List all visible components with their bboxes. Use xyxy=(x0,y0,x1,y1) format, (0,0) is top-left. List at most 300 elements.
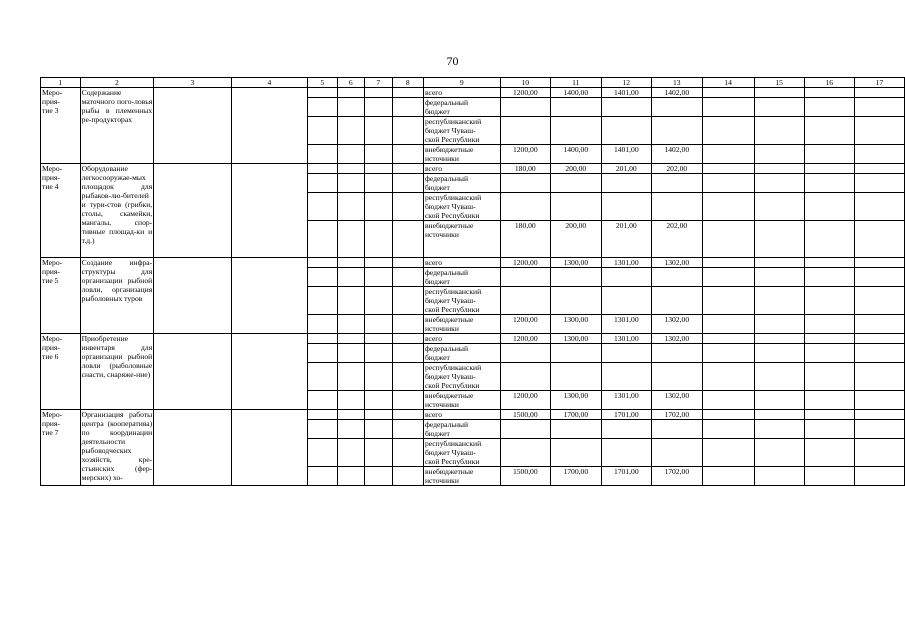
empty-cell xyxy=(308,315,337,334)
empty-cell xyxy=(754,88,804,98)
empty-cell xyxy=(702,193,754,221)
empty-cell xyxy=(804,98,854,117)
table-header xyxy=(41,78,905,88)
empty-cell xyxy=(854,287,904,315)
empty-cell xyxy=(702,221,754,258)
empty-cell xyxy=(754,363,804,391)
empty-cell xyxy=(365,439,393,467)
empty-cell xyxy=(365,344,393,363)
empty-cell xyxy=(702,98,754,117)
amount-cell: 1301,00 xyxy=(601,391,652,410)
empty-cell xyxy=(854,315,904,334)
empty-cell xyxy=(308,164,337,174)
amount-cell xyxy=(551,117,602,145)
empty-cell xyxy=(337,145,365,164)
empty-cell xyxy=(337,410,365,420)
amount-cell: 1500,00 xyxy=(500,410,551,420)
empty-cell xyxy=(804,439,854,467)
header-cell: 14 xyxy=(702,78,754,88)
empty-cell xyxy=(231,410,307,486)
empty-cell xyxy=(702,363,754,391)
amount-cell xyxy=(500,420,551,439)
empty-cell xyxy=(754,467,804,486)
table-row xyxy=(41,334,905,344)
empty-cell xyxy=(754,287,804,315)
empty-cell xyxy=(804,221,854,258)
amount-cell xyxy=(551,98,602,117)
empty-cell xyxy=(337,221,365,258)
empty-cell xyxy=(308,420,337,439)
empty-cell xyxy=(392,439,423,467)
empty-cell xyxy=(702,467,754,486)
empty-cell xyxy=(854,391,904,410)
budget-table xyxy=(40,77,905,486)
empty-cell xyxy=(854,467,904,486)
amount-cell: 1401,00 xyxy=(601,145,652,164)
empty-cell xyxy=(702,268,754,287)
empty-cell xyxy=(854,344,904,363)
amount-cell xyxy=(652,193,703,221)
empty-cell xyxy=(804,164,854,174)
amount-cell xyxy=(551,193,602,221)
empty-cell xyxy=(804,258,854,268)
empty-cell xyxy=(754,344,804,363)
empty-cell xyxy=(702,334,754,344)
header-cell: 1 xyxy=(41,78,81,88)
empty-cell xyxy=(337,117,365,145)
amount-cell xyxy=(601,268,652,287)
page-number: 70 xyxy=(446,54,459,68)
amount-cell: 1401,00 xyxy=(601,88,652,98)
empty-cell xyxy=(702,410,754,420)
empty-cell xyxy=(702,439,754,467)
header-cell: 7 xyxy=(365,78,393,88)
event-code: Меро- прия- тие 5 xyxy=(41,258,81,334)
empty-cell xyxy=(231,258,307,334)
empty-cell xyxy=(804,363,854,391)
empty-cell xyxy=(754,193,804,221)
empty-cell xyxy=(804,287,854,315)
header-cell: 2 xyxy=(80,78,154,88)
empty-cell xyxy=(392,98,423,117)
amount-cell: 202,00 xyxy=(652,164,703,174)
amount-cell: 202,00 xyxy=(652,221,703,258)
funding-source: республиканский бюджет Чуваш- ской Республики xyxy=(423,287,500,315)
header-cell: 5 xyxy=(308,78,337,88)
empty-cell xyxy=(365,410,393,420)
empty-cell xyxy=(702,145,754,164)
empty-cell xyxy=(308,334,337,344)
empty-cell xyxy=(702,287,754,315)
empty-cell xyxy=(754,420,804,439)
empty-cell xyxy=(392,334,423,344)
empty-cell xyxy=(804,193,854,221)
empty-cell xyxy=(365,221,393,258)
header-cell: 4 xyxy=(231,78,307,88)
empty-cell xyxy=(702,164,754,174)
amount-cell xyxy=(601,420,652,439)
amount-cell xyxy=(601,439,652,467)
amount-cell xyxy=(652,287,703,315)
amount-cell xyxy=(601,193,652,221)
event-code: Меро- прия- тие 4 xyxy=(41,164,81,258)
empty-cell xyxy=(804,410,854,420)
amount-cell xyxy=(500,193,551,221)
amount-cell: 1702,00 xyxy=(652,410,703,420)
header-cell: 17 xyxy=(854,78,904,88)
amount-cell xyxy=(551,439,602,467)
amount-cell: 1300,00 xyxy=(551,315,602,334)
empty-cell xyxy=(392,88,423,98)
amount-cell: 1200,00 xyxy=(500,258,551,268)
event-name: Создание инфра-структуры для организации рыбной ловли, организация рыболовных туров xyxy=(80,258,154,334)
empty-cell xyxy=(231,334,307,410)
empty-cell xyxy=(804,344,854,363)
amount-cell xyxy=(500,174,551,193)
amount-cell xyxy=(601,174,652,193)
empty-cell xyxy=(804,145,854,164)
empty-cell xyxy=(337,344,365,363)
empty-cell xyxy=(365,174,393,193)
amount-cell: 1200,00 xyxy=(500,145,551,164)
amount-cell xyxy=(652,174,703,193)
amount-cell: 1400,00 xyxy=(551,145,602,164)
empty-cell xyxy=(308,410,337,420)
funding-source: всего xyxy=(423,410,500,420)
amount-cell: 200,00 xyxy=(551,221,602,258)
event-name: Приобретение инвентаря для организации рыбной ловли (рыболовные снасти, снаряже-ние) xyxy=(80,334,154,410)
empty-cell xyxy=(854,174,904,193)
amount-cell xyxy=(500,287,551,315)
empty-cell xyxy=(154,334,231,410)
empty-cell xyxy=(231,88,307,164)
empty-cell xyxy=(392,315,423,334)
empty-cell xyxy=(754,315,804,334)
amount-cell: 201,00 xyxy=(601,164,652,174)
empty-cell xyxy=(392,363,423,391)
empty-cell xyxy=(754,258,804,268)
funding-source: республиканский бюджет Чуваш- ской Республики xyxy=(423,117,500,145)
empty-cell xyxy=(804,467,854,486)
empty-cell xyxy=(365,363,393,391)
empty-cell xyxy=(854,363,904,391)
funding-source: федеральный бюджет xyxy=(423,98,500,117)
empty-cell xyxy=(337,315,365,334)
amount-cell xyxy=(551,268,602,287)
table-row xyxy=(41,410,905,420)
funding-source: республиканский бюджет Чуваш- ской Республики xyxy=(423,439,500,467)
amount-cell xyxy=(652,439,703,467)
empty-cell xyxy=(308,439,337,467)
empty-cell xyxy=(365,334,393,344)
empty-cell xyxy=(308,221,337,258)
empty-cell xyxy=(308,98,337,117)
amount-cell: 1400,00 xyxy=(551,88,602,98)
empty-cell xyxy=(854,98,904,117)
empty-cell xyxy=(804,88,854,98)
empty-cell xyxy=(392,420,423,439)
empty-cell xyxy=(804,334,854,344)
amount-cell: 201,00 xyxy=(601,221,652,258)
event-name: Организация работы центра (кооператива) по координации деятельности рыбоводческих хозяйств, кре-стьянских (фер-мерских) хо- xyxy=(80,410,154,486)
empty-cell xyxy=(337,88,365,98)
amount-cell xyxy=(500,363,551,391)
empty-cell xyxy=(804,391,854,410)
event-code: Меро- прия- тие 6 xyxy=(41,334,81,410)
empty-cell xyxy=(308,467,337,486)
amount-cell: 180,00 xyxy=(500,221,551,258)
empty-cell xyxy=(337,334,365,344)
empty-cell xyxy=(854,88,904,98)
amount-cell: 180,00 xyxy=(500,164,551,174)
empty-cell xyxy=(392,467,423,486)
empty-cell xyxy=(754,164,804,174)
empty-cell xyxy=(702,117,754,145)
empty-cell xyxy=(392,410,423,420)
amount-cell xyxy=(551,287,602,315)
empty-cell xyxy=(754,221,804,258)
empty-cell xyxy=(804,315,854,334)
amount-cell: 1701,00 xyxy=(601,467,652,486)
amount-cell xyxy=(601,363,652,391)
amount-cell: 1300,00 xyxy=(551,391,602,410)
empty-cell xyxy=(154,88,231,164)
amount-cell: 1402,00 xyxy=(652,145,703,164)
empty-cell xyxy=(365,164,393,174)
empty-cell xyxy=(365,420,393,439)
empty-cell xyxy=(308,258,337,268)
empty-cell xyxy=(854,268,904,287)
empty-cell xyxy=(854,410,904,420)
empty-cell xyxy=(365,268,393,287)
amount-cell xyxy=(500,344,551,363)
amount-cell xyxy=(551,363,602,391)
empty-cell xyxy=(754,174,804,193)
empty-cell xyxy=(365,117,393,145)
funding-source: всего xyxy=(423,258,500,268)
empty-cell xyxy=(308,344,337,363)
empty-cell xyxy=(337,174,365,193)
empty-cell xyxy=(702,88,754,98)
empty-cell xyxy=(308,391,337,410)
amount-cell: 1200,00 xyxy=(500,334,551,344)
event-name: Оборудование легкосооружае-мых площадок для рыбаков-лю-бителей и тури-стов (грибки, столы, скамейки, мангалы, спор-тивные площад-ки и т.д.) xyxy=(80,164,154,258)
amount-cell xyxy=(500,268,551,287)
funding-source: внебюджетные источники xyxy=(423,315,500,334)
amount-cell: 1302,00 xyxy=(652,334,703,344)
empty-cell xyxy=(365,88,393,98)
amount-cell xyxy=(551,344,602,363)
funding-source: федеральный бюджет xyxy=(423,268,500,287)
empty-cell xyxy=(702,420,754,439)
header-cell: 6 xyxy=(337,78,365,88)
empty-cell xyxy=(392,268,423,287)
event-code: Меро- прия- тие 7 xyxy=(41,410,81,486)
empty-cell xyxy=(392,117,423,145)
empty-cell xyxy=(754,391,804,410)
amount-cell: 1701,00 xyxy=(601,410,652,420)
empty-cell xyxy=(308,88,337,98)
amount-cell xyxy=(500,98,551,117)
empty-cell xyxy=(337,467,365,486)
amount-cell: 200,00 xyxy=(551,164,602,174)
empty-cell xyxy=(854,439,904,467)
empty-cell xyxy=(392,174,423,193)
empty-cell xyxy=(854,145,904,164)
empty-cell xyxy=(702,258,754,268)
empty-cell xyxy=(392,287,423,315)
empty-cell xyxy=(337,164,365,174)
empty-cell xyxy=(702,344,754,363)
header-cell: 16 xyxy=(804,78,854,88)
empty-cell xyxy=(337,193,365,221)
empty-cell xyxy=(231,164,307,258)
amount-cell: 1700,00 xyxy=(551,410,602,420)
funding-source: всего xyxy=(423,164,500,174)
funding-source: внебюджетные источники xyxy=(423,221,500,258)
empty-cell xyxy=(308,363,337,391)
empty-cell xyxy=(365,315,393,334)
amount-cell xyxy=(601,344,652,363)
empty-cell xyxy=(854,117,904,145)
empty-cell xyxy=(337,391,365,410)
empty-cell xyxy=(392,258,423,268)
empty-cell xyxy=(854,420,904,439)
header-row xyxy=(41,78,905,88)
empty-cell xyxy=(154,410,231,486)
header-cell: 13 xyxy=(652,78,703,88)
amount-cell: 1301,00 xyxy=(601,315,652,334)
header-cell: 10 xyxy=(500,78,551,88)
header-cell: 8 xyxy=(392,78,423,88)
amount-cell xyxy=(551,420,602,439)
empty-cell xyxy=(337,268,365,287)
amount-cell xyxy=(601,117,652,145)
empty-cell xyxy=(754,98,804,117)
funding-source: республиканский бюджет Чуваш- ской Республики xyxy=(423,193,500,221)
amount-cell: 1200,00 xyxy=(500,88,551,98)
header-cell: 9 xyxy=(423,78,500,88)
funding-source: федеральный бюджет xyxy=(423,174,500,193)
empty-cell xyxy=(754,268,804,287)
empty-cell xyxy=(308,193,337,221)
amount-cell: 1200,00 xyxy=(500,315,551,334)
empty-cell xyxy=(392,164,423,174)
funding-source: федеральный бюджет xyxy=(423,420,500,439)
table-body xyxy=(41,88,905,486)
event-name: Содержание маточного пого-ловья рыбы в племенных ре-продукторах xyxy=(80,88,154,164)
event-code: Меро- прия- тие 3 xyxy=(41,88,81,164)
amount-cell: 1302,00 xyxy=(652,391,703,410)
funding-source: всего xyxy=(423,88,500,98)
amount-cell xyxy=(500,117,551,145)
empty-cell xyxy=(308,287,337,315)
header-cell: 11 xyxy=(551,78,602,88)
empty-cell xyxy=(308,268,337,287)
empty-cell xyxy=(337,363,365,391)
empty-cell xyxy=(804,117,854,145)
empty-cell xyxy=(854,221,904,258)
amount-cell: 1500,00 xyxy=(500,467,551,486)
empty-cell xyxy=(854,258,904,268)
empty-cell xyxy=(365,391,393,410)
empty-cell xyxy=(365,98,393,117)
amount-cell xyxy=(652,420,703,439)
amount-cell xyxy=(500,439,551,467)
funding-source: внебюджетные источники xyxy=(423,467,500,486)
funding-source: федеральный бюджет xyxy=(423,344,500,363)
amount-cell xyxy=(601,98,652,117)
amount-cell xyxy=(601,287,652,315)
empty-cell xyxy=(365,287,393,315)
empty-cell xyxy=(337,98,365,117)
empty-cell xyxy=(154,164,231,258)
empty-cell xyxy=(804,420,854,439)
amount-cell: 1302,00 xyxy=(652,258,703,268)
empty-cell xyxy=(754,410,804,420)
header-cell: 15 xyxy=(754,78,804,88)
amount-cell: 1301,00 xyxy=(601,258,652,268)
table-row xyxy=(41,88,905,98)
empty-cell xyxy=(754,117,804,145)
amount-cell xyxy=(652,117,703,145)
amount-cell: 1402,00 xyxy=(652,88,703,98)
funding-source: внебюджетные источники xyxy=(423,145,500,164)
amount-cell: 1301,00 xyxy=(601,334,652,344)
amount-cell xyxy=(652,363,703,391)
amount-cell xyxy=(652,344,703,363)
empty-cell xyxy=(337,439,365,467)
empty-cell xyxy=(392,193,423,221)
header-cell: 3 xyxy=(154,78,231,88)
empty-cell xyxy=(392,344,423,363)
empty-cell xyxy=(337,258,365,268)
empty-cell xyxy=(308,174,337,193)
empty-cell xyxy=(754,145,804,164)
amount-cell xyxy=(652,98,703,117)
empty-cell xyxy=(854,164,904,174)
empty-cell xyxy=(392,221,423,258)
empty-cell xyxy=(337,420,365,439)
empty-cell xyxy=(392,145,423,164)
amount-cell: 1300,00 xyxy=(551,258,602,268)
empty-cell xyxy=(308,117,337,145)
empty-cell xyxy=(337,287,365,315)
funding-source: внебюджетные источники xyxy=(423,391,500,410)
empty-cell xyxy=(308,145,337,164)
empty-cell xyxy=(854,193,904,221)
funding-source: всего xyxy=(423,334,500,344)
amount-cell: 1702,00 xyxy=(652,467,703,486)
empty-cell xyxy=(702,391,754,410)
empty-cell xyxy=(392,391,423,410)
amount-cell: 1200,00 xyxy=(500,391,551,410)
table-row xyxy=(41,258,905,268)
empty-cell xyxy=(365,467,393,486)
empty-cell xyxy=(754,439,804,467)
empty-cell xyxy=(702,174,754,193)
empty-cell xyxy=(365,193,393,221)
header-cell: 12 xyxy=(601,78,652,88)
empty-cell xyxy=(154,258,231,334)
funding-source: республиканский бюджет Чуваш- ской Республики xyxy=(423,363,500,391)
table-row xyxy=(41,164,905,174)
amount-cell: 1700,00 xyxy=(551,467,602,486)
empty-cell xyxy=(365,145,393,164)
amount-cell xyxy=(652,268,703,287)
empty-cell xyxy=(804,174,854,193)
amount-cell: 1300,00 xyxy=(551,334,602,344)
